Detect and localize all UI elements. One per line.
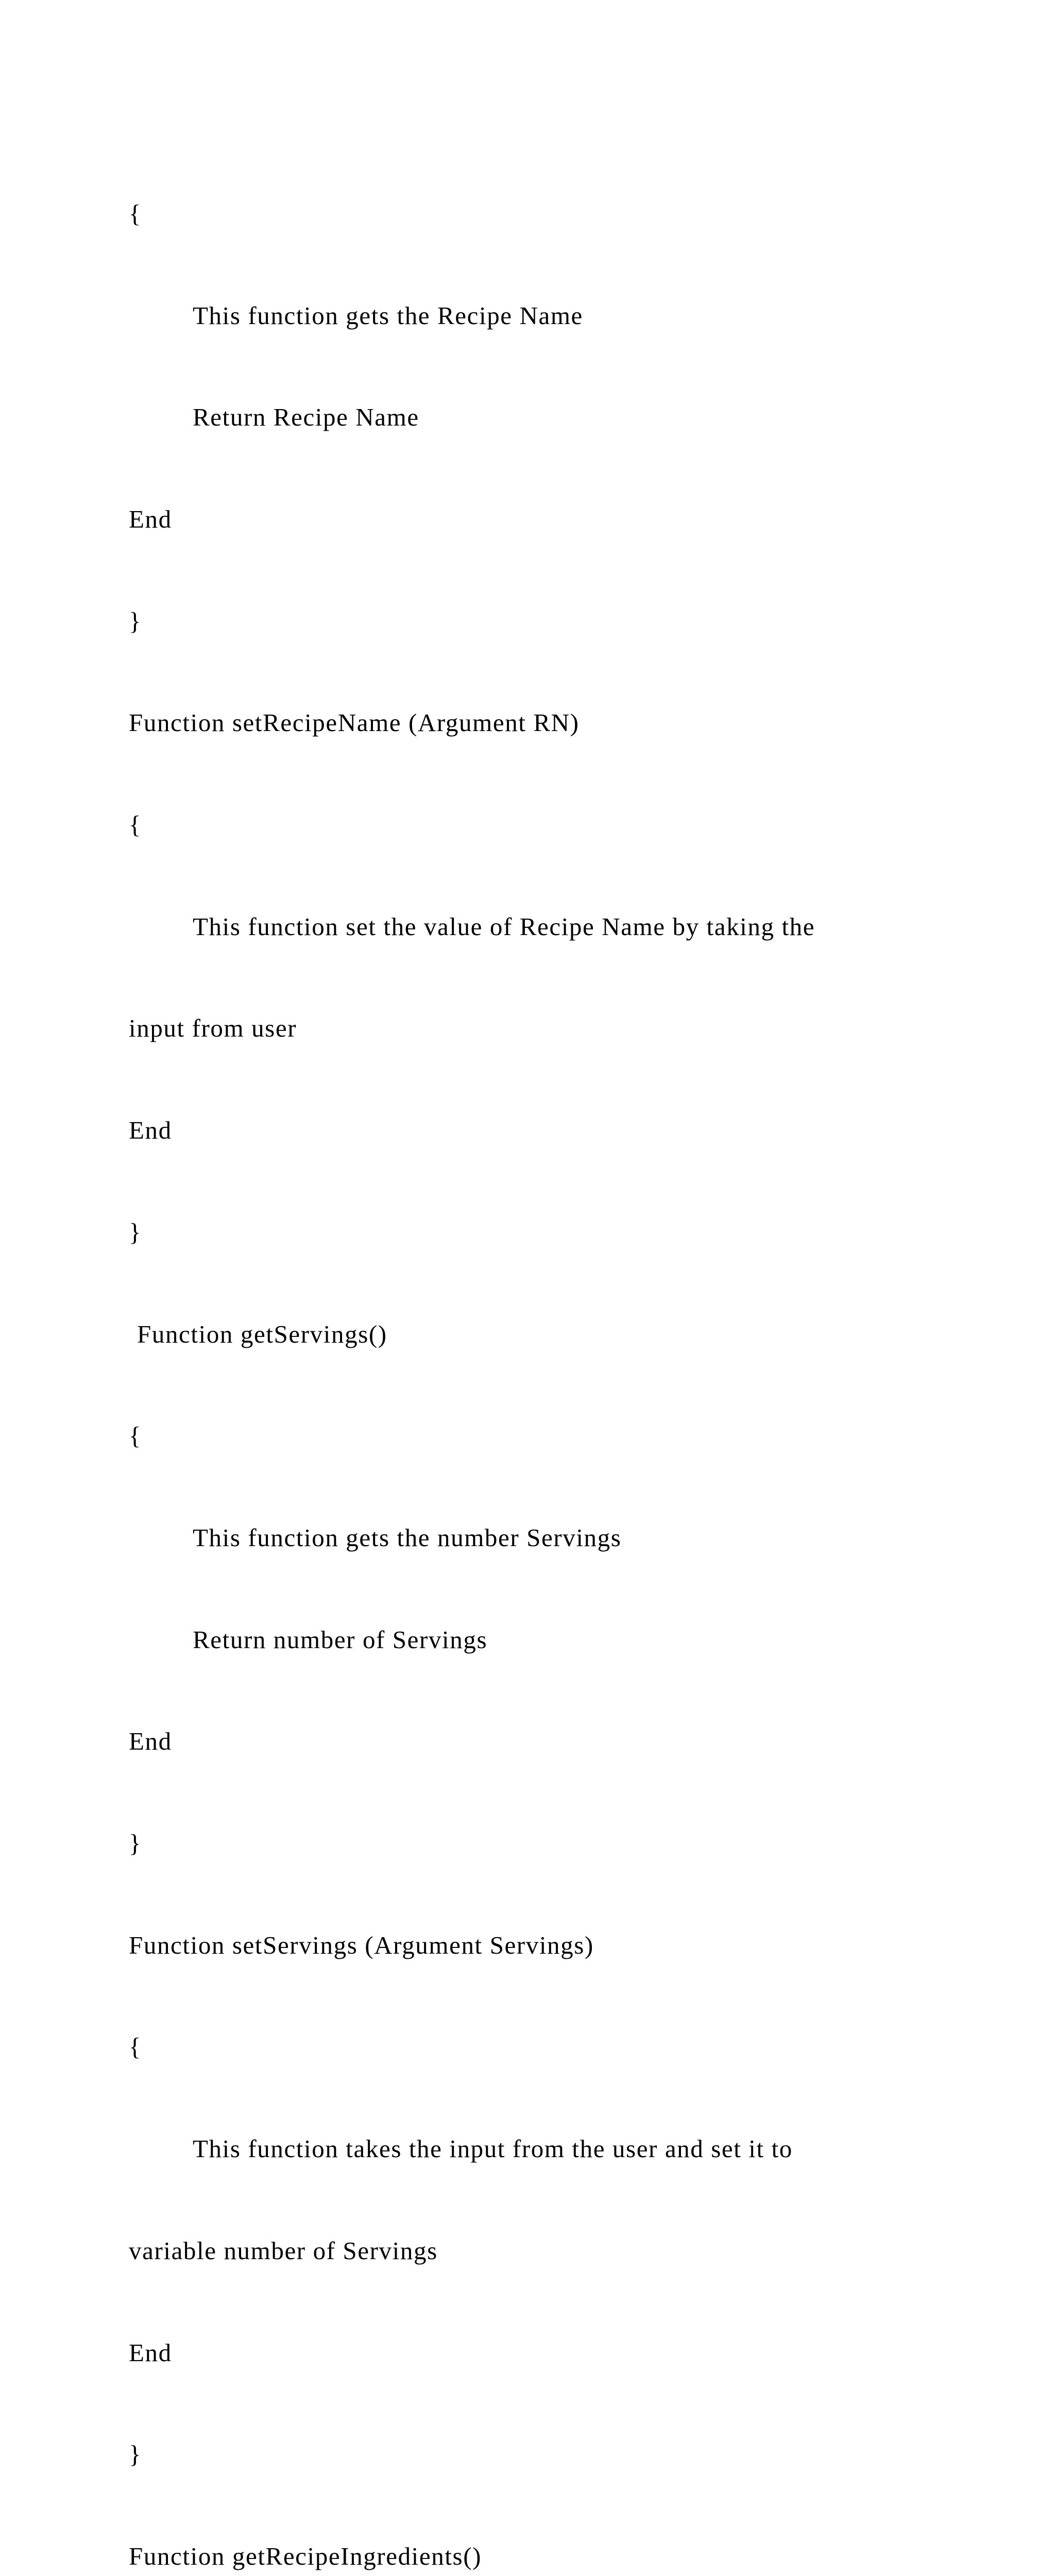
text-line: Return number of Servings [193,1625,488,1654]
pseudocode-text [129,129,932,2576]
text-line: variable number of Servings [129,2236,438,2265]
text-line: End [129,504,172,533]
text-line: End [129,1116,172,1145]
text-line: Function setServings (Argument Servings) [129,1930,594,1959]
text-line: Function getServings() [137,1319,387,1348]
text-line: } [129,1217,142,1246]
text-line: } [129,606,142,635]
text-line: End [129,1727,172,1756]
text-line: This function gets the Recipe Name [193,301,583,330]
text-line: End [129,2338,172,2367]
text-line: } [129,1829,142,1858]
text-line: This function set the value of Recipe Name by taking the [193,912,815,941]
text-line: Function getRecipeIngredients() [129,2541,482,2570]
text-line: This function gets the number Servings [193,1523,622,1552]
text-line: { [129,199,142,228]
text-line: { [129,810,142,839]
text-line: Function setRecipeName (Argument RN) [129,708,580,737]
text-line: This function takes the input from the user and set it to [193,2134,793,2163]
text-line: input from user [129,1014,297,1043]
text-line: } [129,2440,142,2469]
text-line: Return Recipe Name [193,403,419,432]
text-line: { [129,2032,142,2061]
text-line: { [129,1421,142,1450]
